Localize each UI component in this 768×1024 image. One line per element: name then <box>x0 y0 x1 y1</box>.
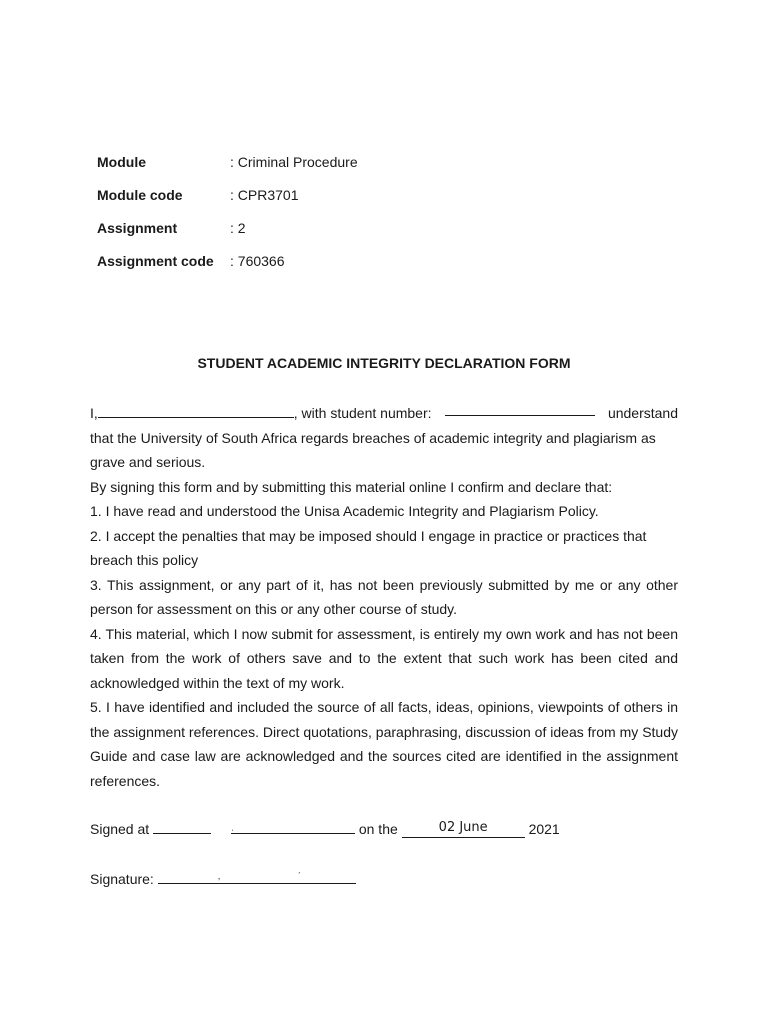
module-label: Module <box>97 154 146 170</box>
declaration-point-3: 3. This assignment, or any part of it, has not been previously submitted by me or any other person for assessment on this or any other course of study. <box>90 576 678 617</box>
assignment-label: Assignment <box>97 220 178 236</box>
declaration-point-4: 4. This material, which I now submit for assessment, is entirely my own work and has not been taken from the work of others save and to the extent that such work has been cited and acknowledged within the text of my work. <box>90 625 678 691</box>
scribble-mark: ˌ <box>230 821 234 831</box>
date-field[interactable] <box>402 821 525 838</box>
intro-mid: , with student number: <box>293 405 432 421</box>
declaration-body <box>90 401 678 793</box>
signature-field[interactable] <box>158 869 356 884</box>
module-value: : Criminal Procedure <box>230 154 358 170</box>
year-text: 2021 <box>528 821 560 837</box>
assignment-value: : 2 <box>230 220 246 236</box>
intro-prefix: I, <box>90 405 98 421</box>
signature-line <box>90 869 356 887</box>
assignment-code-label: Assignment code <box>97 253 214 269</box>
module-row <box>97 154 358 187</box>
form-title: STUDENT ACADEMIC INTEGRITY DECLARATION FORM <box>197 355 571 371</box>
module-code-row <box>97 187 358 220</box>
signed-at-line <box>90 819 560 838</box>
intro-suffix: understand <box>607 405 678 421</box>
assignment-row <box>97 220 358 253</box>
declaration-point-5: 5. I have identified and included the source of all facts, ideas, opinions, viewpoints of others in the assignment references. Direct quotations, paraphrasing, discussion of ideas from my Study Guide and case law are acknowledged and the sources cited are identified in the assignment references. <box>90 699 678 789</box>
signature-scribble-icon: , <box>217 871 221 881</box>
assignment-code-value: : 760366 <box>230 253 285 269</box>
signed-at-label: Signed at <box>90 821 150 837</box>
signed-at-place-blank[interactable] <box>153 819 211 834</box>
on-the-label: on the <box>358 821 398 837</box>
module-code-value: : CPR3701 <box>230 187 299 203</box>
declaration-point-2: 2. I accept the penalties that may be imposed should I engage in practice or practices that breach this policy <box>90 527 647 568</box>
module-code-label: Module code <box>97 187 183 203</box>
signature-scribble-icon-2: ˊ <box>297 871 301 881</box>
student-name-blank[interactable] <box>98 403 294 418</box>
intro-line <box>90 401 678 426</box>
student-number-blank[interactable] <box>445 401 595 416</box>
date-value: 02 June <box>438 820 488 835</box>
intro-name-segment <box>90 401 432 426</box>
module-info <box>97 154 358 286</box>
signed-at-place-blank-2[interactable] <box>231 819 355 834</box>
assignment-code-row <box>97 253 358 286</box>
signature-label: Signature: <box>90 871 154 887</box>
declaration-lead: By signing this form and by submitting this material online I confirm and declare that: <box>90 478 613 495</box>
intro-rest: that the University of South Africa regards breaches of academic integrity and plagiarism as grave and serious. <box>90 429 656 470</box>
declaration-point-1: 1. I have read and understood the Unisa Academic Integrity and Plagiarism Policy. <box>90 503 599 519</box>
